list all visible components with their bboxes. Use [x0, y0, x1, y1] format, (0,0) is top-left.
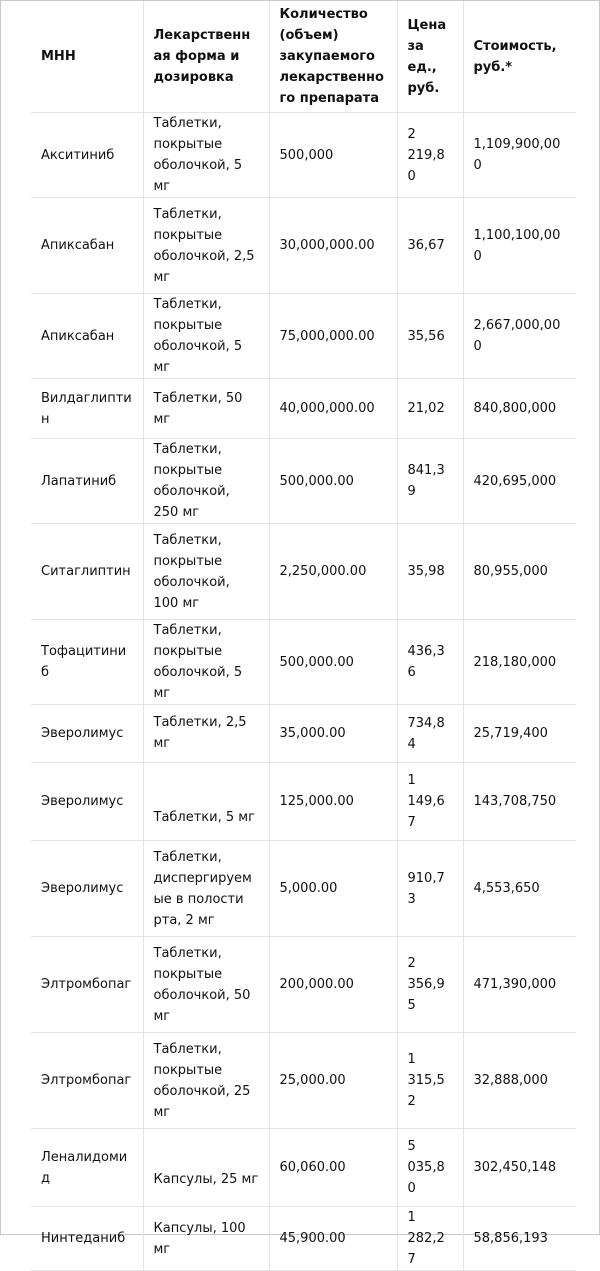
cell-total-cost: 2,667,000,000 [463, 294, 576, 379]
table-row [31, 379, 576, 439]
cell-unit-price: 1 315,52 [397, 1033, 463, 1129]
cell-quantity: 2,250,000.00 [269, 524, 397, 620]
cell-quantity: 500,000.00 [269, 439, 397, 524]
cell-dosage-form: Таблетки, покрытые оболочкой, 5 мг [143, 113, 269, 198]
cell-unit-price: 1 282,27 [397, 1207, 463, 1271]
cell-total-cost: 58,856,193 [463, 1207, 576, 1271]
cell-total-cost: 840,800,000 [463, 379, 576, 439]
cell-total-cost: 80,955,000 [463, 524, 576, 620]
cell-unit-price: 910,73 [397, 841, 463, 937]
cell-quantity: 200,000.00 [269, 937, 397, 1033]
cell-dosage-form: Таблетки, покрытые оболочкой, 5 мг [143, 294, 269, 379]
cell-unit-price: 35,56 [397, 294, 463, 379]
header-unit-price: Цена за ед., руб. [397, 1, 463, 113]
cell-dosage-form: Таблетки, диспергируемые в полости рта, 2 мг [143, 841, 269, 937]
cell-dosage-form: Таблетки, покрытые оболочкой, 50 мг [143, 937, 269, 1033]
cell-dosage-form: Таблетки, 2,5 мг [143, 705, 269, 763]
cell-unit-price: 734,84 [397, 705, 463, 763]
header-quantity: Количество (объем) закупаемого лекарственного препарата [269, 1, 397, 113]
cell-inn: Леналидомид [31, 1129, 143, 1207]
cell-dosage-form: Таблетки, покрытые оболочкой, 25 мг [143, 1033, 269, 1129]
cell-unit-price: 36,67 [397, 198, 463, 294]
cell-quantity: 5,000.00 [269, 841, 397, 937]
cell-unit-price: 35,98 [397, 524, 463, 620]
cell-quantity: 35,000.00 [269, 705, 397, 763]
table-row [31, 524, 576, 620]
cell-unit-price: 2 356,95 [397, 937, 463, 1033]
cell-dosage-form: Таблетки, покрытые оболочкой, 2,5 мг [143, 198, 269, 294]
cell-inn: Элтромбопаг [31, 1033, 143, 1129]
table-row [31, 937, 576, 1033]
table-row [31, 198, 576, 294]
cell-total-cost: 25,719,400 [463, 705, 576, 763]
cell-dosage-form: Таблетки, 5 мг [143, 763, 269, 841]
table-row [31, 113, 576, 198]
cell-inn: Ситаглиптин [31, 524, 143, 620]
cell-dosage-form: Таблетки, покрытые оболочкой, 100 мг [143, 524, 269, 620]
cell-total-cost: 420,695,000 [463, 439, 576, 524]
table-row [31, 1033, 576, 1129]
cell-total-cost: 302,450,148 [463, 1129, 576, 1207]
table-row [31, 620, 576, 705]
cell-dosage-form: Капсулы, 100 мг [143, 1207, 269, 1271]
cell-unit-price: 841,39 [397, 439, 463, 524]
cell-inn: Эверолимус [31, 705, 143, 763]
cell-unit-price: 2 219,80 [397, 113, 463, 198]
cell-quantity: 75,000,000.00 [269, 294, 397, 379]
cell-quantity: 25,000.00 [269, 1033, 397, 1129]
cell-unit-price: 1 149,67 [397, 763, 463, 841]
cell-total-cost: 4,553,650 [463, 841, 576, 937]
cell-dosage-form: Таблетки, 50 мг [143, 379, 269, 439]
cell-total-cost: 32,888,000 [463, 1033, 576, 1129]
cell-unit-price: 21,02 [397, 379, 463, 439]
table-row [31, 1129, 576, 1207]
cell-inn: Вилдаглиптин [31, 379, 143, 439]
drug-procurement-table [31, 1, 576, 1271]
cell-total-cost: 143,708,750 [463, 763, 576, 841]
header-total-cost: Стоимость, руб.* [463, 1, 576, 113]
header-dosage-form: Лекарственная форма и дозировка [143, 1, 269, 113]
table-row [31, 439, 576, 524]
table-row [31, 705, 576, 763]
cell-inn: Эверолимус [31, 841, 143, 937]
cell-total-cost: 218,180,000 [463, 620, 576, 705]
cell-quantity: 500,000 [269, 113, 397, 198]
cell-inn: Тофацитиниб [31, 620, 143, 705]
table-row [31, 841, 576, 937]
table-row [31, 294, 576, 379]
cell-total-cost: 1,109,900,000 [463, 113, 576, 198]
cell-total-cost: 471,390,000 [463, 937, 576, 1033]
table-row [31, 763, 576, 841]
cell-inn: Апиксабан [31, 198, 143, 294]
cell-inn: Эверолимус [31, 763, 143, 841]
cell-inn: Нинтеданиб [31, 1207, 143, 1271]
cell-quantity: 40,000,000.00 [269, 379, 397, 439]
cell-dosage-form: Таблетки, покрытые оболочкой, 5 мг [143, 620, 269, 705]
cell-quantity: 45,900.00 [269, 1207, 397, 1271]
table-row [31, 1207, 576, 1271]
cell-inn: Лапатиниб [31, 439, 143, 524]
table-header-row [31, 1, 576, 113]
cell-unit-price: 5 035,80 [397, 1129, 463, 1207]
cell-quantity: 30,000,000.00 [269, 198, 397, 294]
cell-quantity: 500,000.00 [269, 620, 397, 705]
cell-dosage-form: Капсулы, 25 мг [143, 1129, 269, 1207]
cell-inn: Акситиниб [31, 113, 143, 198]
cell-quantity: 60,060.00 [269, 1129, 397, 1207]
cell-total-cost: 1,100,100,000 [463, 198, 576, 294]
cell-quantity: 125,000.00 [269, 763, 397, 841]
cell-dosage-form: Таблетки, покрытые оболочкой, 250 мг [143, 439, 269, 524]
header-inn: МНН [31, 1, 143, 113]
cell-unit-price: 436,36 [397, 620, 463, 705]
cell-inn: Апиксабан [31, 294, 143, 379]
cell-inn: Элтромбопаг [31, 937, 143, 1033]
